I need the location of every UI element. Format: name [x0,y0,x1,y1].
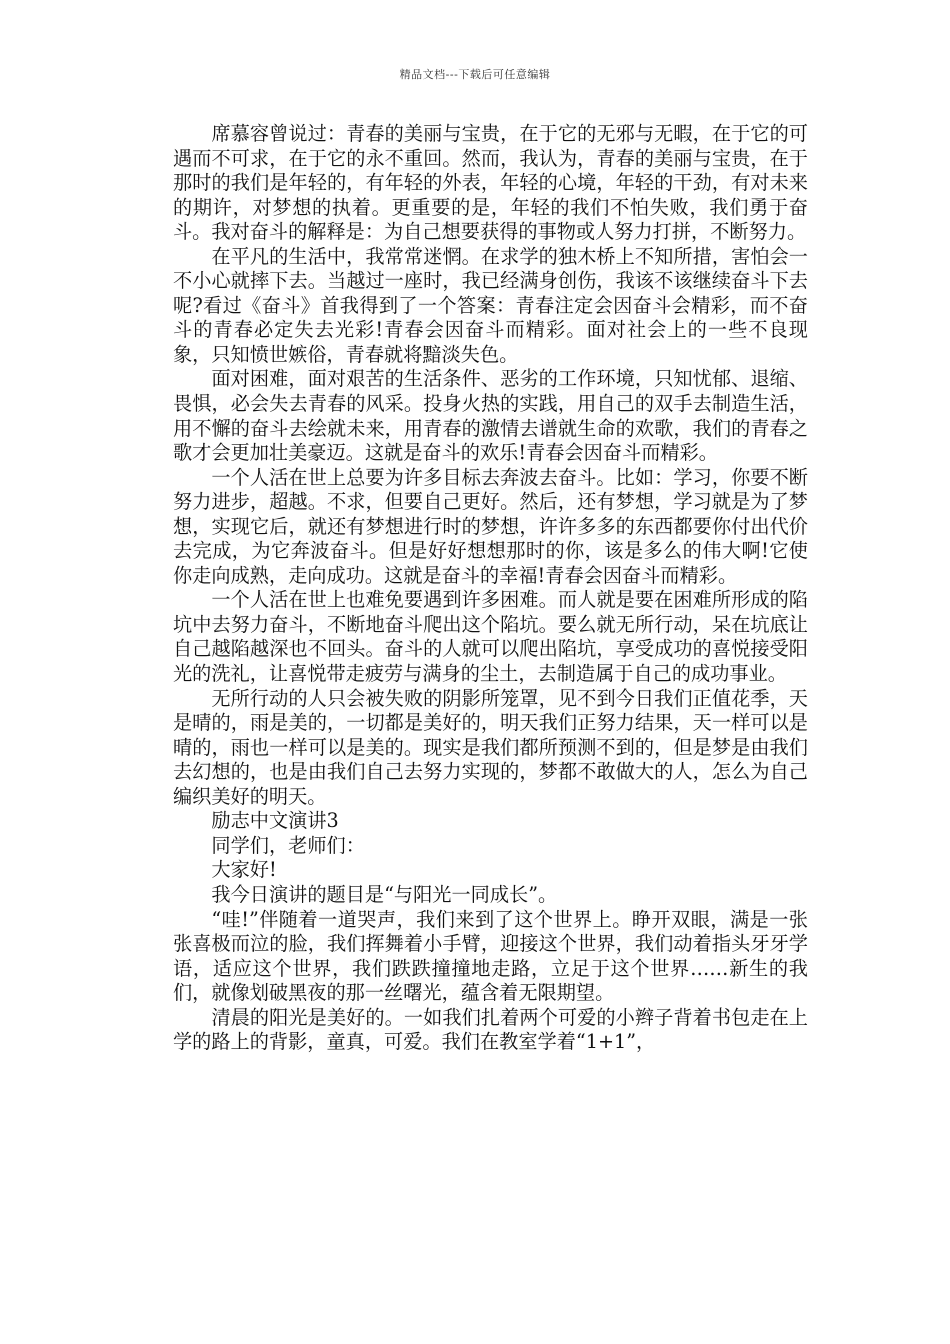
greeting: 大家好! [211,858,277,882]
paragraph: 一个人活在世上也难免要遇到许多困难。而人就是要在困难所形成的陷坑中去努力奋斗，不断地奋斗爬出这个陷坑。要么就无所行动，呆在坑底让自己越陷越深也不回头。奋斗的人就可以爬出陷坑，享受成功的喜悦接受阳光的洗礼，让喜悦带走疲劳与满身的尘土，去制造属于自己的成功事业。 [173,588,808,686]
paragraph: 面对困难，面对艰苦的生活条件、恶劣的工作环境，只知忧郁、退缩、畏惧，必会失去青春的风采。投身火热的实践，用自己的双手去制造生活，用不懈的奋斗去绘就未来，用青春的激情去谱就生命的欢歌，我们的青春之歌才会更加壮美豪迈。这就是奋斗的欢乐!青春会因奋斗而精彩。 [173,367,808,465]
paragraph: 在平凡的生活中，我常常迷惘。在求学的独木桥上不知所措，害怕会一不小心就摔下去。当越过一座时，我已经满身创伤，我该不该继续奋斗下去呢?看过《奋斗》首我得到了一个答案：青春注定会因奋斗会精彩，而不奋斗的青春必定失去光彩!青春会因奋斗而精彩。面对社会上的一些不良现象，只知愤世嫉俗，青春就将黯淡失色。 [173,244,808,366]
paragraph: 我今日演讲的题目是“与阳光一同成长”。 [211,882,558,906]
salutation: 同学们，老师们： [211,833,365,857]
paragraph: 无所行动的人只会被失败的阴影所笼罩，见不到今日我们正值花季，天是晴的，雨是美的，一切都是美好的，明天我们正努力结果，天一样可以是晴的，雨也一样可以是美的。现实是我们都所预测不到的，但是梦是由我们去幻想的，也是由我们自己去努力实现的，梦都不敢做大的人，怎么为自己编织美好的明天。 [173,686,808,808]
paragraph: 清晨的阳光是美好的。一如我们扎着两个可爱的小辫子背着书包走在上学的路上的背影，童真，可爱。我们在教室学着“1+1”， [173,1005,808,1054]
document-body [173,122,808,1055]
paragraph: 席慕容曾说过：青春的美丽与宝贵，在于它的无邪与无暇，在于它的可遇而不可求，在于它的永不重回。然而，我认为，青春的美丽与宝贵，在于那时的我们是年轻的，有年轻的外表，年轻的心境，年轻的干劲，有对未来的期许，对梦想的执着。更重要的是，年轻的我们不怕失败，我们勇于奋斗。我对奋斗的解释是：为自己想要获得的事物或人努力打拼，不断努力。 [173,122,808,244]
page-header: 精品文档---下载后可任意编辑 [399,68,551,81]
speech-title: 励志中文演讲3 [211,809,339,833]
paragraph: 一个人活在世上总要为许多目标去奔波去奋斗。比如：学习，你要不断努力进步，超越。不求，但要自己更好。然后，还有梦想，学习就是为了梦想，实现它后，就还有梦想进行时的梦想，许许多多的东西都要你付出代价去完成，为它奔波奋斗。但是好好想想那时的你，该是多么的伟大啊!它使你走向成熟，走向成功。这就是奋斗的幸福!青春会因奋斗而精彩。 [173,465,808,587]
paragraph: “哇!”伴随着一道哭声，我们来到了这个世界上。睁开双眼，满是一张张喜极而泣的脸，我们挥舞着小手臂，迎接这个世界，我们动着指头牙牙学语，适应这个世界，我们跌跌撞撞地走路，立足于这个世界……新生的我们，就像划破黑夜的那一丝曙光，蕴含着无限期望。 [173,907,808,1005]
